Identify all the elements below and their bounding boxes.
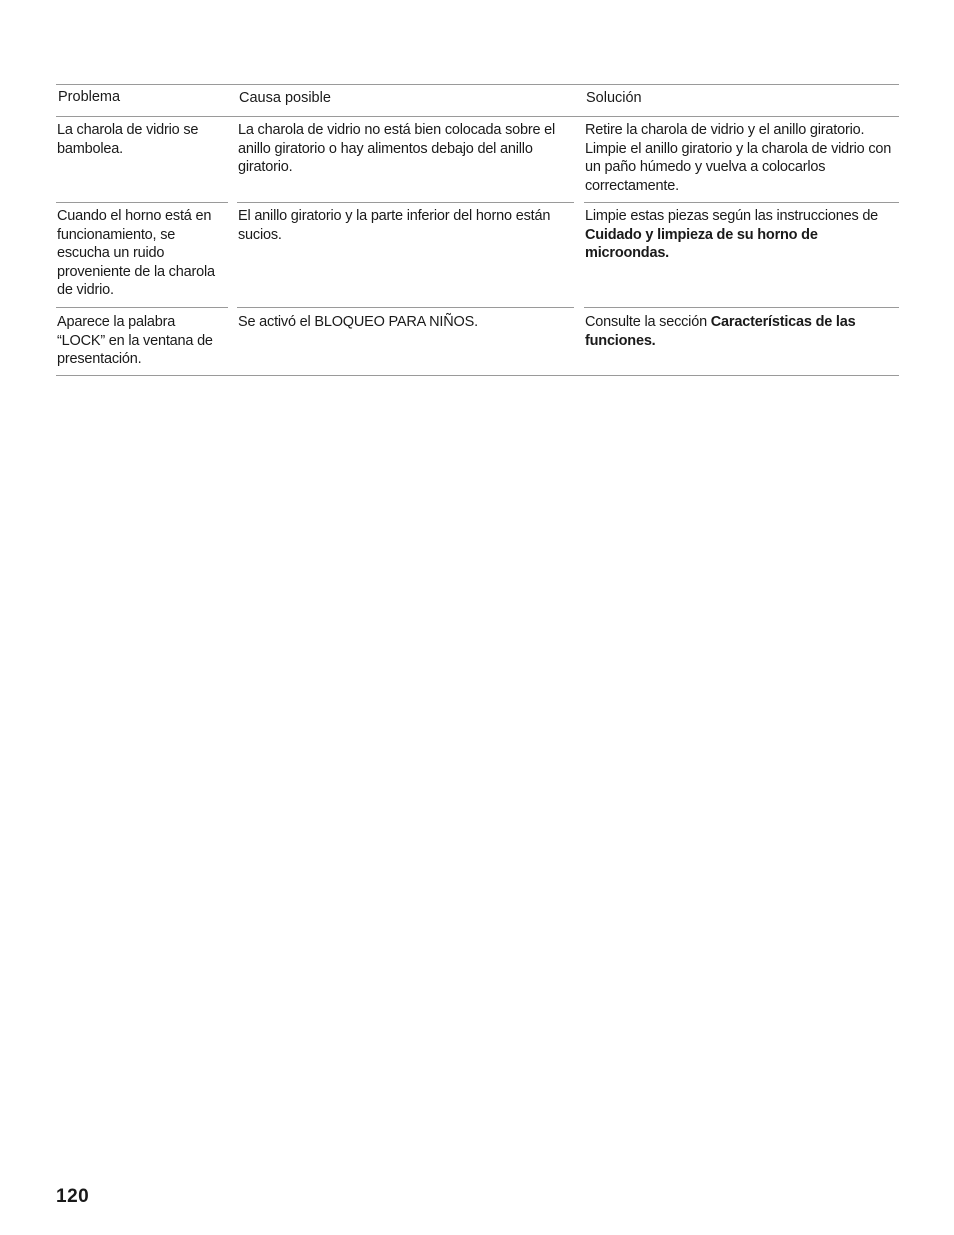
row2-solution-bold: Cuidado y limpieza de su horno de microondas. <box>585 226 818 261</box>
table-bottom-rule <box>56 375 899 376</box>
row3-solution <box>585 313 897 350</box>
row1-solution <box>585 121 897 195</box>
header-solution: Solución <box>586 90 642 106</box>
row3-problem: Aparece la palabra “LOCK” en la ventana de presentación. <box>57 314 213 367</box>
header-bottom-rule <box>56 116 899 117</box>
row1-cause: La charola de vidrio no está bien colocada sobre el anillo giratorio o hay alimentos debajo del anillo giratorio. <box>238 122 556 175</box>
row1-rule-cause <box>237 202 574 203</box>
row1-rule-solution <box>584 202 899 203</box>
row1-solution-text: Retire la charola de vidrio y el anillo giratorio. Limpie el anillo giratorio y la charola de vidrio con un paño húmedo y vuelva a colocarlos correctamente. <box>585 122 892 194</box>
header-cause: Causa posible <box>239 90 331 106</box>
row3-cause: Se activó el BLOQUEO PARA NIÑOS. <box>238 314 478 330</box>
row2-solution-text: Limpie estas piezas según las instrucciones de <box>585 208 879 224</box>
row3-solution-text: Consulte la sección <box>585 314 711 330</box>
row2-cause: El anillo giratorio y la parte inferior del horno están sucios. <box>238 208 551 243</box>
row3-solution-bold: Características de las funciones. <box>585 314 856 349</box>
header-problem: Problema <box>58 89 121 105</box>
row2-rule-problem <box>56 307 228 308</box>
row2-solution <box>585 207 897 263</box>
row2-rule-solution <box>584 307 899 308</box>
row1-problem: La charola de vidrio se bambolea. <box>57 122 199 157</box>
page-number: 120 <box>56 1186 90 1207</box>
row2-rule-cause <box>237 307 574 308</box>
row2-problem: Cuando el horno está en funcionamiento, se escucha un ruido proveniente de la charola de vidrio. <box>57 208 215 298</box>
table-top-rule <box>56 84 899 85</box>
row1-rule-problem <box>56 202 228 203</box>
